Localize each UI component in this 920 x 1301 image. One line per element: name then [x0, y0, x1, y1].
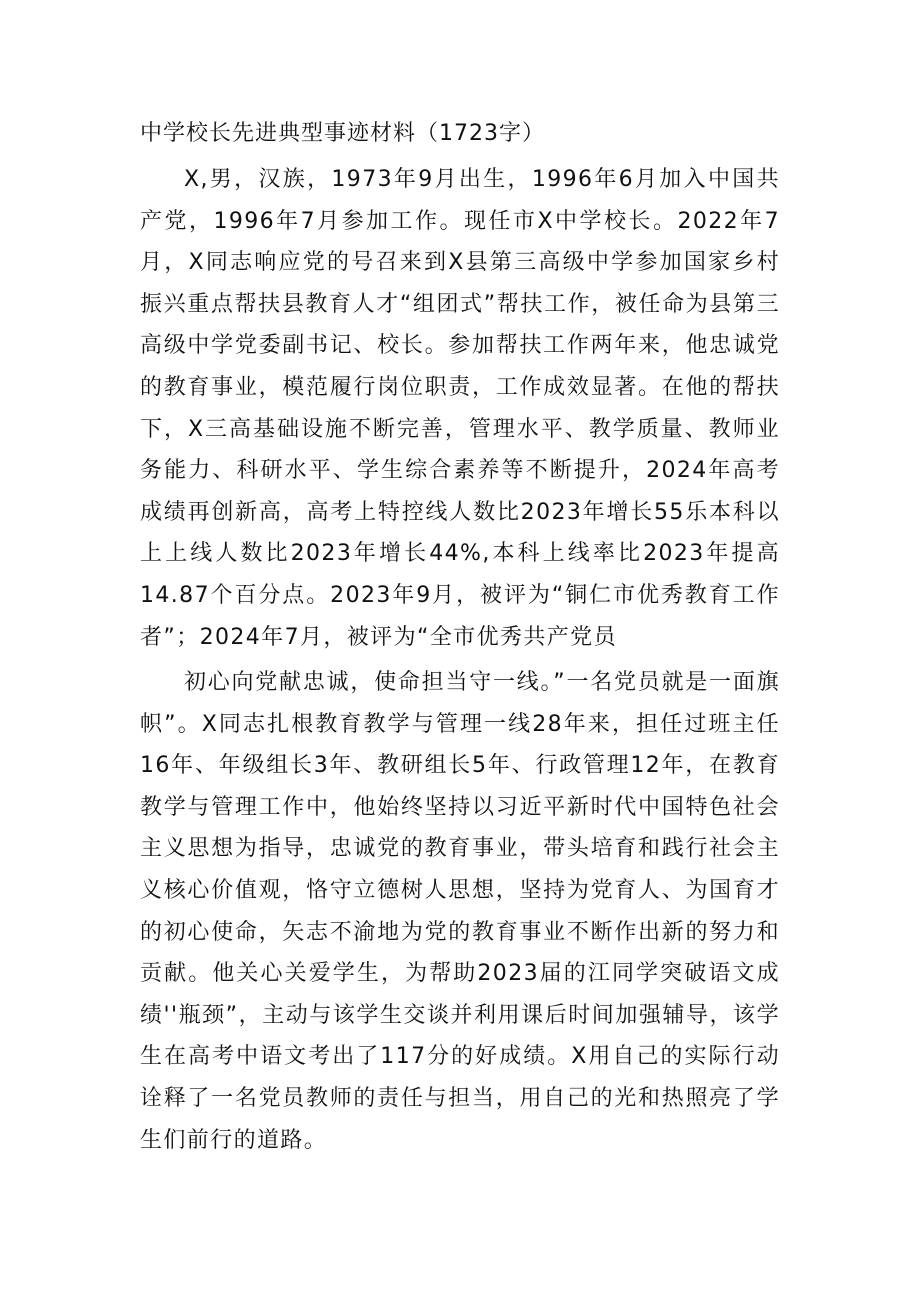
paragraph-1: X,男，汉族，1973年9月出生，1996年6月加入中国共产党，1996年7月参加工作。现任市X中学校长。2022年7月，X同志响应党的号召来到X县第三高级中学参加国家乡村振兴重点帮扶县教育人才“组团式”帮扶工作，被任命为县第三高级中学党委副书记、校长。参加帮扶工作两年来，他忠诚党的教育事业，模范履行岗位职责，工作成效显著。在他的帮扶下，X三高基础设施不断完善，管理水平、教学质量、教师业务能力、科研水平、学生综合素养等不断提升，2024年高考成绩再创新高，高考上特控线人数比2023年增长55乐本科以上上线人数比2023年增长44%,本科上线率比2023年提高14.87个百分点。2023年9月，被评为“铜仁市优秀教育工作者”；2024年7月，被评为“全市优秀共产党员	[140, 167, 780, 650]
document-title: 中学校长先进典型事迹材料（1723字）	[140, 121, 545, 146]
paragraph-2: 初心向党献忠诚，使命担当守一线。”一名党员就是一面旗帜”。X同志扎根教育教学与管理一线28年来，担任过班主任16年、年级组长3年、教研组长5年、行政管理12年，在教育教学与管理工作中，他始终坚持以习近平新时代中国特色社会主义思想为指导，忠诚党的教育事业，带头培育和践行社会主义核心价值观，恪守立德树人思想，坚持为党育人、为国育才的初心使命，矢志不渝地为党的教育事业不断作出新的努力和贡献。他关心关爱学生，为帮助2023届的江同学突破语文成绩''瓶颈”，主动与该学生交谈并利用课后时间加强辅导，该学生在高考中语文考出了117分的好成绩。X用自己的实际行动诠释了一名党员教师的责任与担当，用自己的光和热照亮了学生们前行的道路。	[140, 670, 780, 1153]
